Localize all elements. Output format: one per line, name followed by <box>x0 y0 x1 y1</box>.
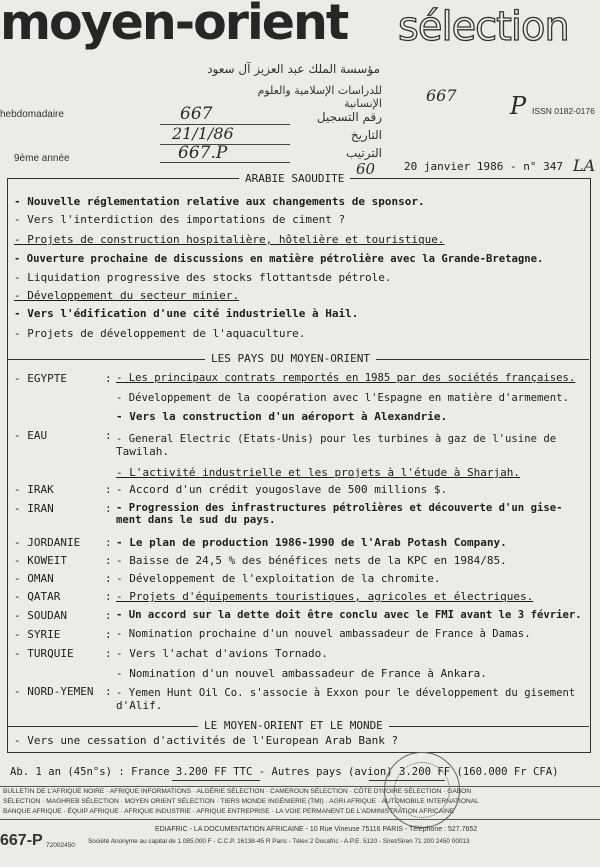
country-sep: : <box>105 536 112 549</box>
country-sep: : <box>105 429 112 442</box>
country-sep: : <box>105 590 112 603</box>
footer-rule <box>0 786 600 787</box>
saudi-item: - Développement du secteur minier. <box>14 289 240 302</box>
country-egypte-line: - Les principaux contrats remportés en 1985 par des sociétés françaises. <box>116 372 576 384</box>
subscription: Ab. 1 an (45n°s) : France 3.200 FF TTC - Autres pays (avion) 3.200 FF (160.000 Fr CFA) <box>10 766 559 778</box>
section-title-saudi: ARABIE SAOUDITE <box>239 172 350 185</box>
country-syrie: - SYRIE <box>14 628 61 641</box>
masthead-subtitle: sélection <box>398 4 569 50</box>
periodicity: hebdomadaire <box>0 109 64 120</box>
country-turquie: - TURQUIE <box>14 647 74 660</box>
country-egypte: - EGYPTE <box>14 372 67 385</box>
country-qatar-line: - Projets d'équipements touristiques, agricoles et électriques. <box>116 590 534 603</box>
masthead-title: moyen-orient <box>0 0 348 51</box>
footer-publisher-line: EDIAFRIC - LA DOCUMENTATION AFRICAINE - 10 Rue Vineuse 75116 PARIS - Téléphone : 527.7652 <box>155 826 478 833</box>
country-sep: : <box>105 572 112 585</box>
country-sep: : <box>105 502 112 515</box>
handwritten-number-2: 667.P <box>178 143 228 163</box>
country-sep: : <box>105 554 112 567</box>
archive-stamp-line-2: للدراسات الإسلامية والعلوم الإنسانية <box>257 84 382 110</box>
country-sep: : <box>105 647 112 660</box>
handwritten-letter: P <box>510 92 527 120</box>
country-turquie-line: - Nomination d'un nouvel ambassadeur de France à Ankara. <box>116 667 487 680</box>
footer-bulletin-line: BANQUE AFRIQUE · ÉQUIP AFRIQUE · AFRIQUE INDUSTRIE · AFRIQUE ENTREPRISE · LA VOIE PERMANENT DE L'ADMINISTRATION AFRICAINE <box>3 808 455 815</box>
saudi-item: - Projets de construction hospitalière, hôtelière et touristique. <box>14 233 445 246</box>
issue-date: 20 janvier 1986 - n° 347 <box>404 160 563 173</box>
country-qatar: - QATAR <box>14 590 61 603</box>
footer-publisher-line: Société Anonyme au capital de 1.085.000 F - C.C.P. 16138-45 R Paris - Télex 2 Docafric - A.P.E. 5120 - Siret/Siren 71 200 2450 00013 <box>88 838 470 845</box>
saudi-item: - Nouvelle réglementation relative aux changements de sponsor. <box>14 195 425 208</box>
country-iran: - IRAN <box>14 502 54 515</box>
archive-stamp-line-4: التاريخ <box>350 128 382 142</box>
stamp-rule-3 <box>160 162 290 163</box>
saudi-item: - Liquidation progressive des stocks flottantsde pétrole. <box>14 271 392 284</box>
country-turquie-line: - Vers l'achat d'avions Tornado. <box>116 647 328 660</box>
country-nord-yemen: - NORD-YEMEN <box>14 685 94 698</box>
saudi-item: - Projets de développement de l'aquaculture. <box>14 327 306 340</box>
country-sep: : <box>105 483 112 496</box>
archive-stamp-line-5: الترتيب <box>346 146 382 160</box>
stamp-rule-2 <box>160 144 290 145</box>
year: 9ème année <box>14 153 70 164</box>
country-eau-line: - L'activité industrielle et les projets à l'étude à Sharjah. <box>116 466 520 479</box>
country-soudan: - SOUDAN <box>14 609 67 622</box>
handwritten-tail: LA <box>573 156 596 175</box>
section-title-world: LE MOYEN-ORIENT ET LE MONDE <box>198 719 389 732</box>
country-iran-line: - Progression des infrastructures pétrolières et découverte d'un gise- <box>116 502 563 514</box>
country-egypte-line: - Vers la construction d'un aéroport à Alexandrie. <box>116 410 448 423</box>
country-eau-line: Tawilah. <box>116 445 169 458</box>
country-iran-line: ment dans le sud du pays. <box>116 514 276 526</box>
footer-side-number: 72002450 <box>46 842 75 849</box>
country-nord-yemen-line: d'Alif. <box>116 699 163 712</box>
footer-code: 667-P <box>0 832 43 849</box>
issn: ISSN 0182-0176 <box>532 106 595 116</box>
country-oman: - OMAN <box>14 572 54 585</box>
country-sep: : <box>105 372 112 385</box>
country-nord-yemen-line: - Yemen Hunt Oil Co. s'associe à Exxon pour le développement du gisement <box>116 687 576 699</box>
country-sep: : <box>105 685 112 698</box>
country-jordanie-line: - Le plan de production 1986-1990 de l'Arab Potash Company. <box>116 536 507 549</box>
country-egypte-line: - Développement de la coopération avec l'Espagne en matière d'armement. <box>116 392 569 404</box>
handwritten-number-1: 667 <box>180 104 213 124</box>
country-irak-line: - Accord d'un crédit yougoslave de 500 millions $. <box>116 483 448 496</box>
footer-bulletin-line: SÉLECTION · MAGHREB SÉLECTION · MOYEN ORIENT SÉLECTION · TIERS MONDE INGÉNIERIE (TMI) · AGRI AFRIQUE · AUTOMOBILE INTERNATIONAL <box>3 798 479 805</box>
world-item: - Vers une cessation d'activités de l'European Arab Bank ? <box>14 734 399 747</box>
archive-stamp-line-1: مؤسسة الملك عبد العزيز آل سعود <box>207 62 380 76</box>
footer-rule <box>0 819 600 820</box>
section-title-countries: LES PAYS DU MOYEN-ORIENT <box>205 352 376 365</box>
stamp-rule-1 <box>160 124 290 125</box>
country-irak: - IRAK <box>14 483 54 496</box>
footer-bulletin-line: BULLETIN DE L'AFRIQUE NOIRE · AFRIQUE INFORMATIONS · ALGÉRIE SÉLECTION · CAMEROUN SÉLECTION · CÔTE D'IVOIRE SÉLECTION · GABON <box>3 788 472 795</box>
saudi-item: - Vers l'interdiction des importations de ciment ? <box>14 213 346 226</box>
country-koweit: - KOWEIT <box>14 554 67 567</box>
saudi-item: - Ouverture prochaine de discussions en matière pétrolière avec la Grande-Bretagne. <box>14 253 544 265</box>
country-soudan-line: - Un accord sur la dette doit être conclu avec le FMI avant le 3 février. <box>116 609 582 621</box>
country-eau-line: - General Electric (Etats-Unis) pour les turbines à gaz de l'usine de <box>116 433 557 445</box>
archive-stamp-line-3: رقم التسجيل <box>316 110 382 124</box>
country-sep: : <box>105 609 112 622</box>
country-eau: - EAU <box>14 429 48 442</box>
subscription-underline-1 <box>172 780 260 781</box>
country-koweit-line: - Baisse de 24,5 % des bénéfices nets de la KPC en 1984/85. <box>116 554 507 567</box>
handwritten-page: 60 <box>356 160 376 178</box>
country-jordanie: - JORDANIE <box>14 536 81 549</box>
handwritten-date: 21/1/86 <box>172 124 234 143</box>
country-oman-line: - Développement de l'exploitation de la chromite. <box>116 572 441 585</box>
country-sep: : <box>105 628 112 641</box>
handwritten-number-3: 667 <box>426 86 457 105</box>
country-syrie-line: - Nomination prochaine d'un nouvel ambassadeur de France à Damas. <box>116 628 531 640</box>
saudi-item: - Vers l'édification d'une cité industrielle à Hail. <box>14 307 359 320</box>
